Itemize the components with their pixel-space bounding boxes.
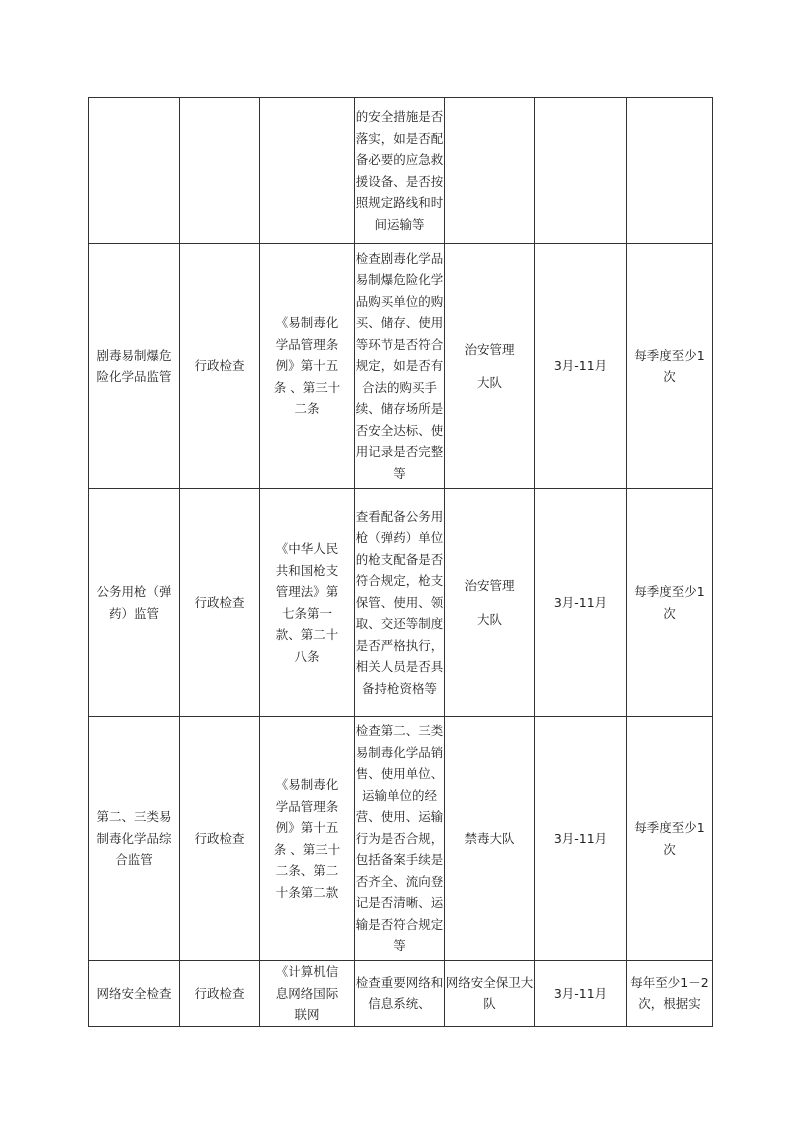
basis-text: 《易制毒化学品管理条例》第十五条 、第三十二条 [273, 315, 341, 417]
department-cell [445, 244, 535, 489]
period-text: 3月-11月 [553, 985, 608, 1001]
content-cell [355, 717, 445, 961]
content-text: 检查剧毒化学品易制爆危险化学品购买单位的购买、储存、使用等环节是否符合规定，如是否有合法的购买手续、储存场所是否安全达标、使用记录是否完整等 [355, 250, 444, 481]
subject-cell [89, 489, 180, 717]
frequency-cell [627, 244, 713, 489]
period-cell [535, 717, 627, 961]
inspection-table [88, 97, 713, 1027]
method-text: 行政检查 [194, 985, 245, 1001]
content-cell [355, 98, 445, 244]
content-text: 的安全措施是否落实，如是否配备必要的应急救援设备、是否按照规定路线和时间运输等 [355, 109, 444, 232]
frequency-text: 每季度至少1次 [634, 820, 705, 857]
content-text: 检查重要网络和信息系统、 [355, 974, 444, 1012]
period-text: 3月-11月 [553, 358, 608, 374]
department-cell [445, 961, 535, 1027]
period-cell [535, 98, 627, 244]
subject-cell [89, 717, 180, 961]
method-text: 行政检查 [194, 594, 245, 610]
subject-text: 剧毒易制爆危险化学品监管 [96, 347, 172, 384]
period-text: 3月-11月 [553, 594, 608, 610]
frequency-cell [627, 489, 713, 717]
department-cell [445, 98, 535, 244]
frequency-text: 每年至少1－2次，根据实 [630, 974, 709, 1012]
method-cell [180, 717, 260, 961]
basis-cell [260, 489, 355, 717]
subject-text: 公务用枪（弹药）监管 [96, 584, 172, 621]
content-text: 查看配备公务用枪（弹药）单位的枪支配备是否符合规定，枪支保管、使用、领取、交还等制度是否严格执行，相关人员是否具备持枪资格等 [355, 508, 444, 696]
frequency-cell [627, 961, 713, 1027]
period-text: 3月-11月 [553, 830, 608, 846]
basis-text: 《计算机信息网络国际联网 [275, 964, 339, 1022]
basis-cell [260, 717, 355, 961]
subject-text: 网络安全检查 [96, 985, 172, 1001]
department-text: 网络安全保卫大队 [445, 974, 534, 1012]
subject-cell [89, 244, 180, 489]
content-text: 检查第二、三类易制毒化学品销售、使用单位、运输单位的经营、使用、运输行为是否合规，包括备案手续是否齐全、流向登记是否清晰、运输是否符合规定等 [355, 723, 444, 954]
frequency-cell [627, 98, 713, 244]
content-cell [355, 961, 445, 1027]
department-cell [445, 717, 535, 961]
frequency-text: 每季度至少1次 [634, 347, 705, 384]
subject-text: 第二、三类易制毒化学品综合监管 [96, 809, 172, 868]
content-cell [355, 244, 445, 489]
subject-cell [89, 98, 180, 244]
subject-cell [89, 961, 180, 1027]
frequency-text: 每季度至少1次 [634, 584, 705, 621]
table-row [89, 717, 713, 961]
basis-text: 《中华人民共和国枪支管理法》第七条第一款、第二十八条 [275, 541, 339, 664]
basis-cell [260, 98, 355, 244]
table-row [89, 961, 713, 1027]
department-text-line2: 大队 [476, 375, 502, 390]
department-text-line1: 治安管理 [464, 341, 515, 357]
frequency-cell [627, 717, 713, 961]
table-row [89, 98, 713, 244]
method-text: 行政检查 [194, 358, 245, 374]
department-text: 禁毒大队 [464, 830, 515, 846]
method-cell [180, 98, 260, 244]
method-cell [180, 244, 260, 489]
department-text-line1: 治安管理 [464, 578, 515, 593]
method-text: 行政检查 [194, 830, 245, 846]
table-row [89, 489, 713, 717]
basis-text: 《易制毒化学品管理条例》第十五条 、第三十二条、第二十条第二款 [273, 777, 341, 900]
content-cell [355, 489, 445, 717]
method-cell [180, 489, 260, 717]
period-cell [535, 244, 627, 489]
method-cell [180, 961, 260, 1027]
department-cell [445, 489, 535, 717]
table-row [89, 244, 713, 489]
basis-cell [260, 244, 355, 489]
period-cell [535, 961, 627, 1027]
period-cell [535, 489, 627, 717]
basis-cell [260, 961, 355, 1027]
department-text-line2: 大队 [476, 611, 502, 627]
